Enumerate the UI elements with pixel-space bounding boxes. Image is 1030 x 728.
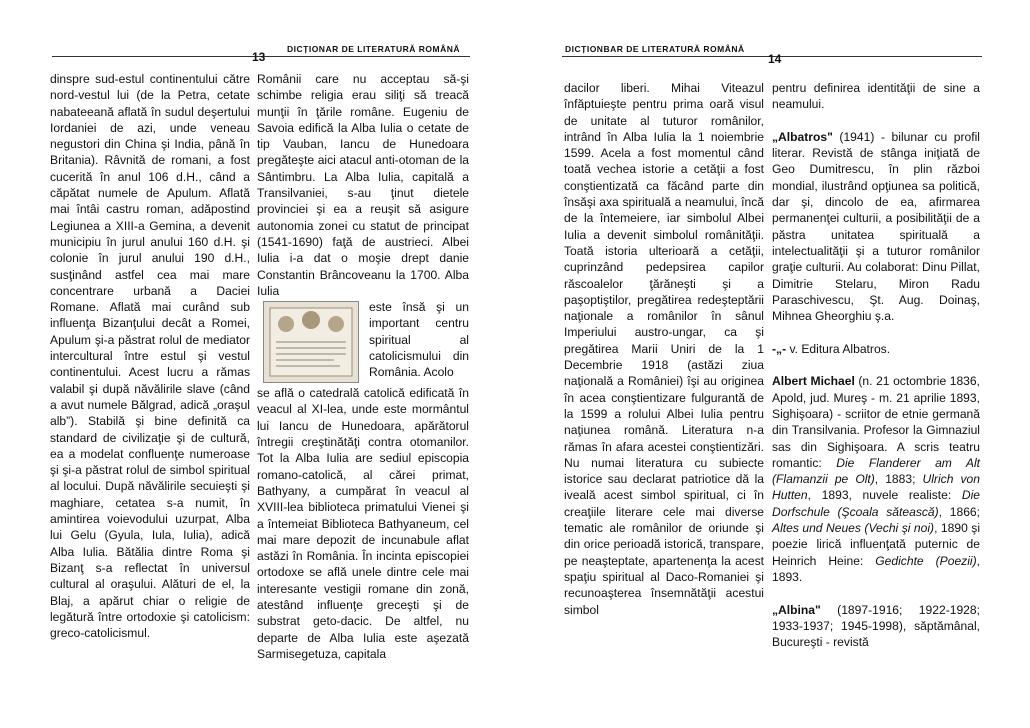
entry-michael-work-4: Altes und Neues (Vechi şi noi): [772, 521, 935, 536]
right-page-number: 14: [768, 52, 782, 66]
entry-albatros: [772, 129, 980, 325]
heraldic-document-image: [264, 302, 358, 382]
right-page: [515, 0, 1030, 728]
entry-michael-text-5: , 1890 şi poezie lirică influenţată puternic de Heinrich Heine:: [772, 521, 981, 568]
entry-michael-text-4: , 1866;: [938, 504, 981, 519]
left-col2-top-text: Românii care nu acceptau să-şi schimbe religia erau siliţi să treacă munţii în ţările române. Eugeniu de Savoia edifică la Alba Iulia o cetate de tip Vauban, Iancu de Hunedoara pregăteşte aici atacul anti-otoman de la Sântimbru. La Alba Iulia, capitală a Transilvaniei, s-au ţinut dietele provinciei şi ea a reuşit să asigure autonomia zonei cu statut de principat (1541-1690) faţă de austrieci. Albei Iulia i-a dat o moşie drept danie Constantin Brâncoveanu la 1700. Alba Iulia: [257, 72, 469, 298]
ref-mark: -„-: [772, 341, 787, 356]
entry-michael-work-3: Die Dorfschule (Şcoala sătească): [772, 488, 980, 519]
entry-michael-work-2: Ulrich von Hutten: [772, 472, 980, 503]
left-col2-rest-text: se află o catedrală catolică edificată în veacul al XI-lea, unde este mormântul lui Iancu de Hunedoara, apărătorul întregii creştinătăţi contra otomanilor. Tot la Alba Iulia are sediul episcopia romano-catolică, al cărei primat, Bathyany, a cumpărat în veacul al XVIII-lea biblioteca primatului Vienei şi a întemeiat Biblioteca Bathyaneum, cel mai mare depozit de incunabule aflat astăzi în România. În incinta episcopiei ortodoxe se află unele dintre cele mai interesante vestigii romane din zonă, atestând influenţe greceşti şi de substrat geto-dacic. De altfel, nu departe de Alba Iulia este aşezată Sarmisegetuza, capitala: [257, 386, 469, 661]
left-page-number: 13: [252, 50, 266, 64]
document-illustration: [263, 301, 359, 383]
left-column-2: [257, 71, 469, 662]
entry-albina-title: „Albina": [772, 602, 821, 617]
left-col2-wrap-text: este însă şi un important centru spiritual al catolicismului din România. Acolo: [369, 300, 469, 380]
entry-albatros-text: (1941) - bilunar cu profil literar. Revistă de stânga iniţiată de Geo Dumitrescu, în plin război mondial, ilustrând opţiunea sa politică, dar şi, dincolo de ea, afirmarea permanenţei culturii, a posibilităţii de a păstra unitatea spirituală a intelectualităţii şi a tuturor românilor graţie culturii. Au colaborat: Dinu Pillat, Dimitrie Stelaru, Miron Radu Paraschivescu, Şt. Aug. Doinaş, Mihnea Gheorghiu ş.a.: [772, 129, 980, 324]
ref-text: v. Editura Albatros.: [786, 341, 891, 356]
entry-michael-work-1: Die Flanderer am Alt (Flamanzii pe Olt): [772, 455, 981, 487]
entry-michael-text-2: , 1883;: [874, 472, 923, 487]
entry-michael-work-5: Gedichte (Poezii): [875, 553, 977, 568]
entry-michael-text-3: , 1893, nuvele realiste:: [807, 488, 962, 503]
right-col2-intro: pentru definirea identităţii de sine a neamului.: [772, 81, 980, 112]
entry-michael-text-6: , 1893.: [772, 553, 980, 584]
entry-albert-michael: [772, 373, 980, 585]
entry-albina-text: (1897-1916; 1922-1928; 1933-1937; 1945-1998), săptămânal, Bucureşti - revistă: [772, 602, 980, 650]
entry-michael-name: Albert Michael: [772, 374, 855, 389]
left-running-header: DICȚIONAR DE LITERATURĂ ROMÂNĂ: [287, 44, 461, 54]
entry-albatros-ref: [772, 341, 980, 357]
left-col1-text: dinspre sud-estul continentului către nord-vestul lui (de la Petra, cetate nabateeană aflată în sudul deşertului Iordaniei de azi, unde veneau negustori din China şi India, până în Britania). Râvnită de romani, a fost cucerită în anul 106 d.H., când a căpătat numele de Apulum. Aflată mai întâi castru roman, adăpostind Legiunea a XIII-a Gemina, a devenit municipiu în jurul anului 160 d.H. şi colonie în jurul anului 190 d.H., susţinând astfel cea mai mare concentrare urbană a Daciei Romane. Aflată mai curând sub influenţa Bizanţului decât a Romei, Apulum şi-a păstrat rolul de mediator intercultural între estul şi vestul continentului. Acest lucru a rămas valabil şi după năvălirile slave (când a avut numele Bălgrad, adică „oraşul alb”). Stabilă şi bine definită ca standard de civilizaţie şi de cultură, ea a modelat confluenţe numeroase şi şi-a păstrat rolul de simbol spiritual al locului. După năvălirile secuieşti şi maghiare, cetatea s-a numit, în amintirea voievodului uzurpat, Alba lui Gelu (Gyula, Iula, Iulia), adică Alba Iulia. Bătălia dintre Roma şi Bizanţ s-a reflectat în universul cultural al oraşului. Alături de el, la Blaj, a apărut chiar o religie de legătură între ortodoxie şi catolicism: greco-catolicismul.: [50, 72, 250, 641]
right-col1-text: dacilor liberi. Mihai Viteazul înfăptuieşte pentru prima oară visul de unitate al tuturor românilor, intrând în Alba Iulia la 1 noiembrie 1599. Acela a fost momentul când toată vechea istorie a cetăţii a fost conştientizată ca făcând parte din însăşi axa spirituală a neamului, încă de la întemeiere, iar simbolul Albei Iulia a devenit simbolul românităţii. Toată istoria ulterioară a cetăţii, cuprinzând pedepsirea capilor răscoalelor ţărăneşti şi a paşoptiştilor, pregătirea redeşteptării naţionale a românilor în sânul Imperiului austro-ungar, ca şi pregătirea Marii Uniri de la 1 Decembrie 1918 (astăzi ziua naţională a României) îşi au originea în acea conştientizare fulgurantă de la 1599 a rolului Albei Iulia pentru naţiunea română. Literatura n-a rămas în afara acestei conştientizări. Nu numai literatura cu subiecte istorice sau declarat patriotice dă la iveală acest simbol spiritual, ci în creaţiile literare cele mai diverse tematic ale românilor de oriunde şi din orice perioadă istorică, transpare, pe neaşteptate, apartenenţa la acest spaţiu spiritual al Daco-Romaniei şi recunoaşterea însemnătăţii acestui simbol: [564, 81, 764, 617]
entry-albatros-title: „Albatros": [772, 129, 833, 144]
entry-albina: [772, 602, 980, 651]
right-column-1: [564, 80, 764, 618]
right-column-2: [772, 80, 980, 650]
entry-michael-text-1: (n. 21 octombrie 1836, Apold, jud. Mureş - m. 21 aprilie 1893, Sighişoara) - scriitor de etnie germană din Transilvania. Profesor la Gimnaziul sas din Sighişoara. A scris teatru romantic:: [772, 374, 980, 470]
right-running-header: DICȚIONBAR DE LITERATURĂ ROMÂNĂ: [565, 44, 745, 54]
left-column-1: [50, 71, 250, 641]
